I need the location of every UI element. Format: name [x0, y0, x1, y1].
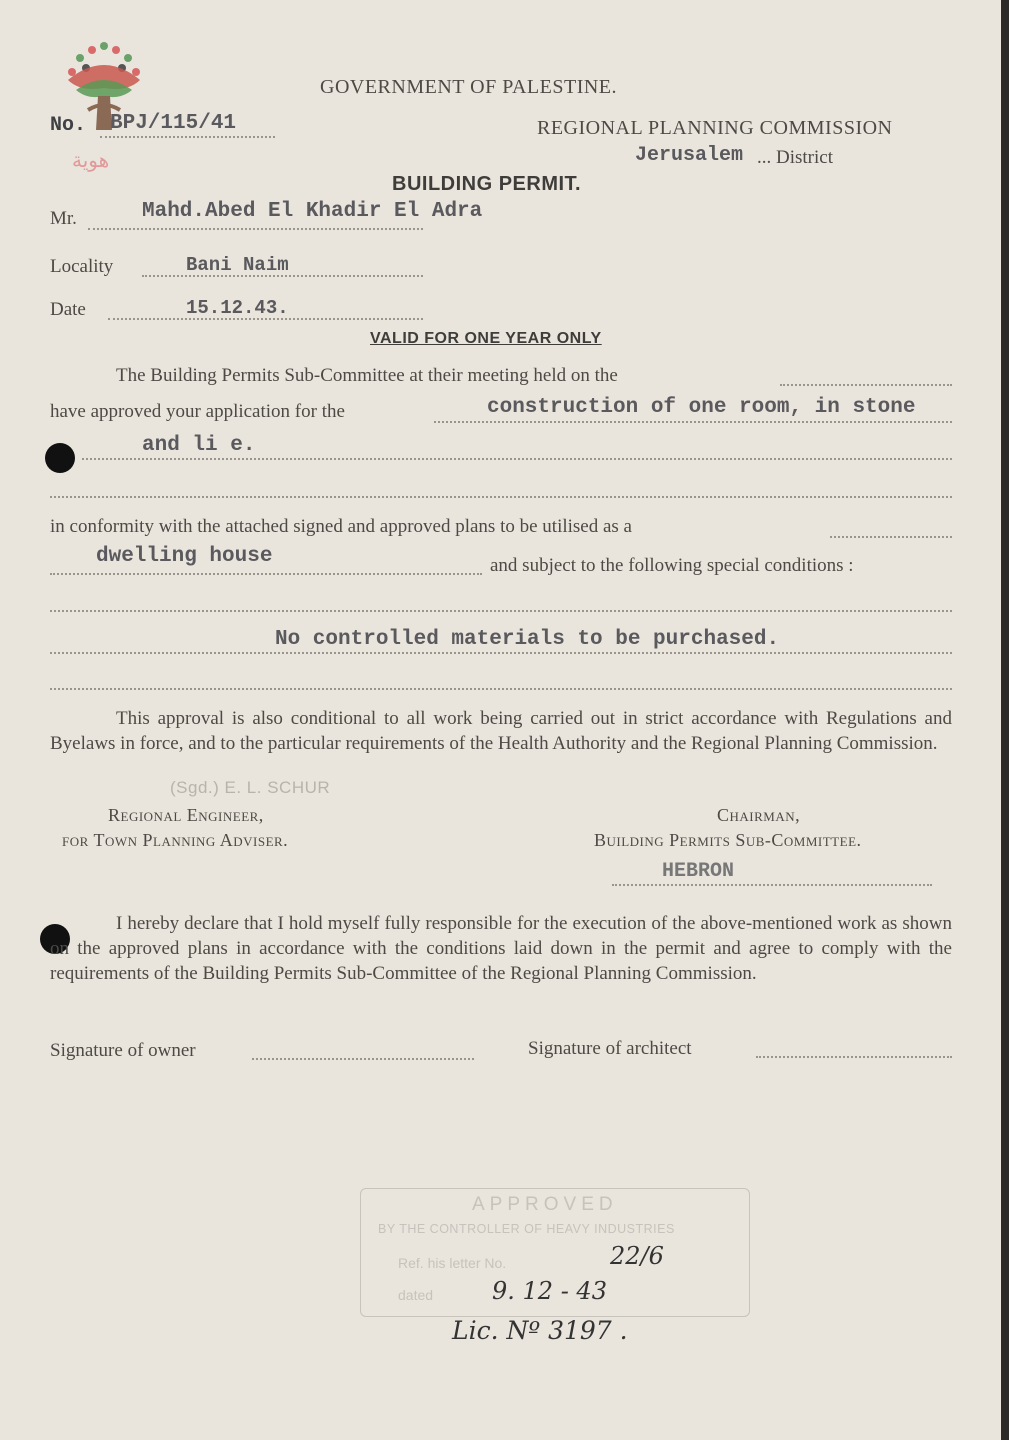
- owner-signature-label: Signature of owner: [50, 1040, 196, 1061]
- logo-arabic-watermark: هوية: [72, 150, 110, 172]
- district-value: Jerusalem: [635, 144, 744, 167]
- permit-number-value: BPJ/115/41: [110, 112, 237, 135]
- conformity-line: in conformity with the attached signed and approved plans to be utilised as a: [50, 516, 632, 537]
- government-heading: GOVERNMENT OF PALESTINE.: [320, 76, 618, 98]
- stamp-dated-value: 9. 12 - 43: [492, 1277, 607, 1305]
- signed-stamp: (Sgd.) E. L. SCHUR: [170, 778, 331, 797]
- date-value: 15.12.43.: [186, 297, 289, 319]
- document-title: BUILDING PERMIT.: [392, 173, 582, 195]
- district-label: ... District: [757, 147, 833, 168]
- works-description-continued: and li e.: [142, 434, 256, 457]
- owner-declaration: I hereby declare that I hold myself fully responsible for the execution of the above-mentioned work as shown on the approved plans in accordance with the conditions laid down in the permit and agree to comply with the requirements of the Building Permits Sub-Committee of the Regional Planning Commission.: [50, 913, 952, 984]
- application-line-label: have approved your application for the: [50, 401, 345, 422]
- meeting-line: The Building Permits Sub-Committee at their meeting held on the: [116, 365, 618, 386]
- works-description: construction of one room, in stone: [487, 396, 916, 419]
- punch-hole-top: [45, 443, 75, 473]
- conditions-label: and subject to the following special conditions :: [490, 555, 854, 576]
- date-label: Date: [50, 299, 86, 320]
- commission-heading: REGIONAL PLANNING COMMISSION: [537, 117, 893, 139]
- scan-edge: [1001, 0, 1009, 1440]
- town-planning-adviser: for Town Planning Adviser.: [62, 830, 289, 850]
- stamp-ref-value: 22/6: [610, 1242, 664, 1270]
- chairman-title: Chairman,: [717, 805, 801, 825]
- validity-notice: VALID FOR ONE YEAR ONLY: [370, 330, 602, 347]
- approval-conditions-text: This approval is also conditional to all work being carried out in strict accordance with Regulations and Byelaws in force, and to the particular requirements of the Health Authority and the Regional Planning Commission.: [50, 708, 952, 754]
- regional-engineer-title: Regional Engineer,: [108, 805, 264, 825]
- stamp-controller-line: BY THE CONTROLLER OF HEAVY INDUSTRIES: [378, 1222, 675, 1236]
- stamp-ref-label: Ref. his letter No.: [398, 1255, 507, 1271]
- stamp-dated-label: dated: [398, 1287, 434, 1303]
- licence-note: Lic. Nº 3197 .: [452, 1316, 628, 1345]
- permit-number-label: No.: [50, 114, 87, 137]
- applicant-name: Mahd.Abed El Khadir El Adra: [142, 200, 483, 223]
- stamp-approved: APPROVED: [472, 1194, 618, 1215]
- use-value: dwelling house: [96, 545, 273, 568]
- sub-committee-title: Building Permits Sub-Committee.: [594, 830, 862, 850]
- architect-signature-label: Signature of architect: [528, 1038, 692, 1059]
- locality-label: Locality: [50, 256, 114, 277]
- special-condition: No controlled materials to be purchased.: [275, 628, 780, 651]
- hebron-stamp: HEBRON: [662, 860, 735, 883]
- locality-value: Bani Naim: [186, 254, 289, 276]
- mr-label: Mr.: [50, 208, 77, 229]
